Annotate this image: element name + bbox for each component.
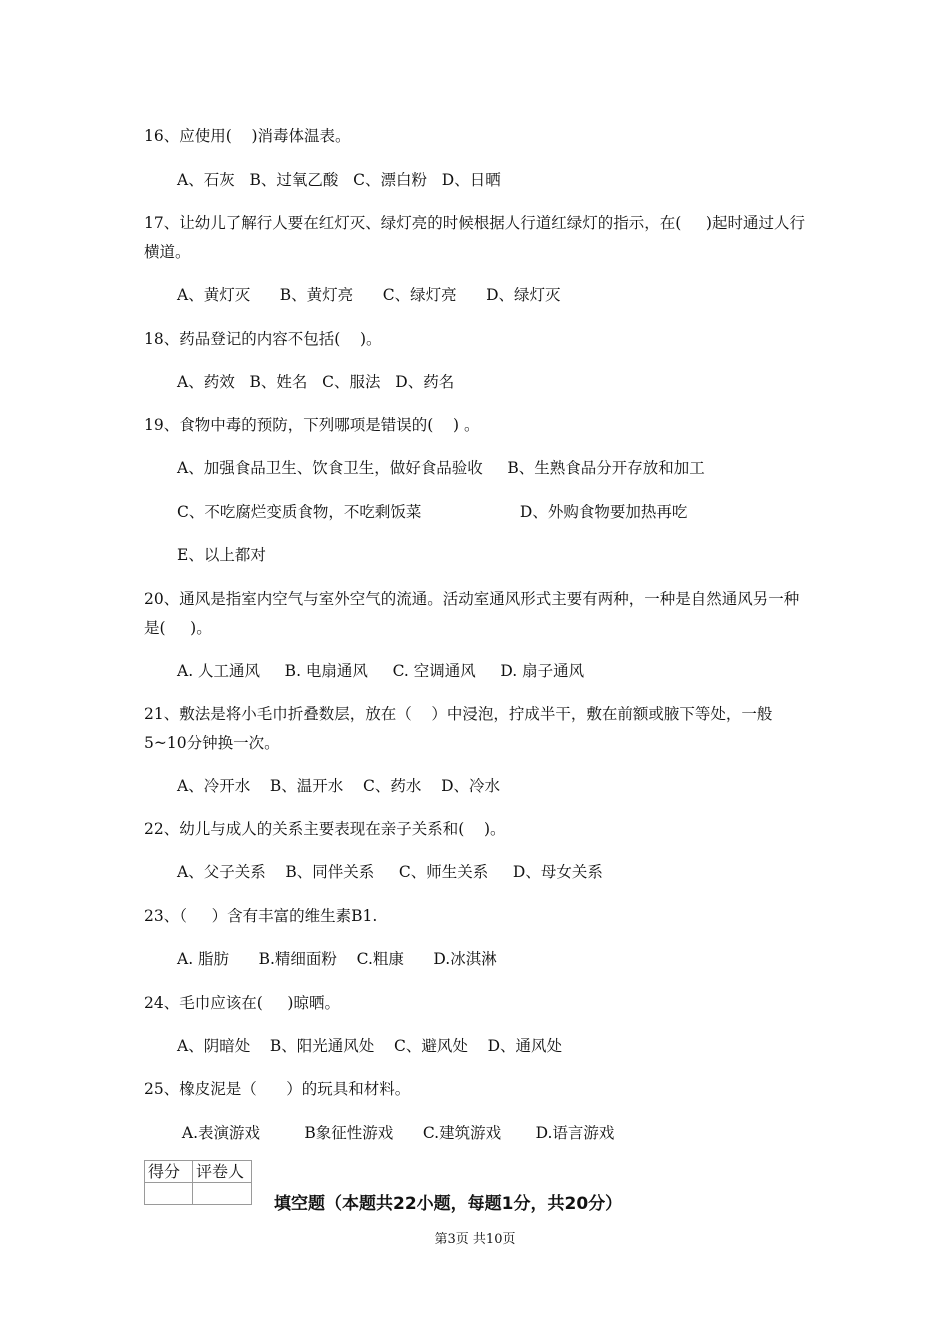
grader-header: 评卷人 [193,1161,252,1183]
question-24-options: A、阴暗处 B、阳光通风处 C、避风处 D、通风处 [177,1037,562,1055]
question-19-options-row2: C、不吃腐烂变质食物，不吃剩饭菜 D、外购食物要加热再吃 [177,503,688,521]
score-table [144,1160,252,1205]
grader-cell [193,1183,252,1205]
question-23-options: A. 脂肪 B.精细面粉 C.粗康 D.冰淇淋 [177,950,497,968]
question-16-options: A、石灰 B、过氧乙酸 C、漂白粉 D、日晒 [177,171,501,189]
question-22-options: A、父子关系 B、同伴关系 C、师生关系 D、母女关系 [177,863,603,881]
question-25-options: A.表演游戏 B象征性游戏 C.建筑游戏 D.语言游戏 [177,1124,615,1142]
question-24: 24、毛巾应该在( )晾晒。 [144,994,340,1012]
question-25: 25、橡皮泥是（ ）的玩具和材料。 [144,1080,411,1098]
question-23: 23、（ ）含有丰富的维生素B1. [144,907,378,925]
question-21-options: A、冷开水 B、温开水 C、药水 D、冷水 [177,777,500,795]
question-19-options-row1: A、加强食品卫生、饮食卫生，做好食品验收 B、生熟食品分开存放和加工 [177,459,705,477]
section-title: 填空题（本题共22小题，每题1分，共20分） [274,1194,623,1214]
question-18: 18、药品登记的内容不包括( )。 [144,330,382,348]
score-header: 得分 [145,1161,193,1183]
question-22: 22、幼儿与成人的关系主要表现在亲子关系和( )。 [144,820,506,838]
question-19-options-row3: E、以上都对 [177,546,266,564]
question-18-options: A、药效 B、姓名 C、服法 D、药名 [177,373,455,391]
score-cell [145,1183,193,1205]
question-21: 21、敷法是将小毛巾折叠数层，放在（ ）中浸泡，拧成半干，敷在前额或腋下等处，一般5~10分钟换一次。 [144,705,773,752]
question-17: 17、让幼儿了解行人要在红灯灭、绿灯亮的时候根据人行道红绿灯的指示，在( )起时通过人行横道。 [144,214,805,261]
question-20: 20、通风是指室内空气与室外空气的流通。活动室通风形式主要有两种，一种是自然通风另一种是( )。 [144,590,800,637]
page-footer: 第3页 共10页 [434,1232,516,1247]
question-19: 19、食物中毒的预防，下列哪项是错误的( ) 。 [144,416,480,434]
question-16: 16、应使用( )消毒体温表。 [144,127,351,145]
question-17-options: A、黄灯灭 B、黄灯亮 C、绿灯亮 D、绿灯灭 [177,286,561,304]
question-20-options: A. 人工通风 B. 电扇通风 C. 空调通风 D. 扇子通风 [177,662,585,680]
